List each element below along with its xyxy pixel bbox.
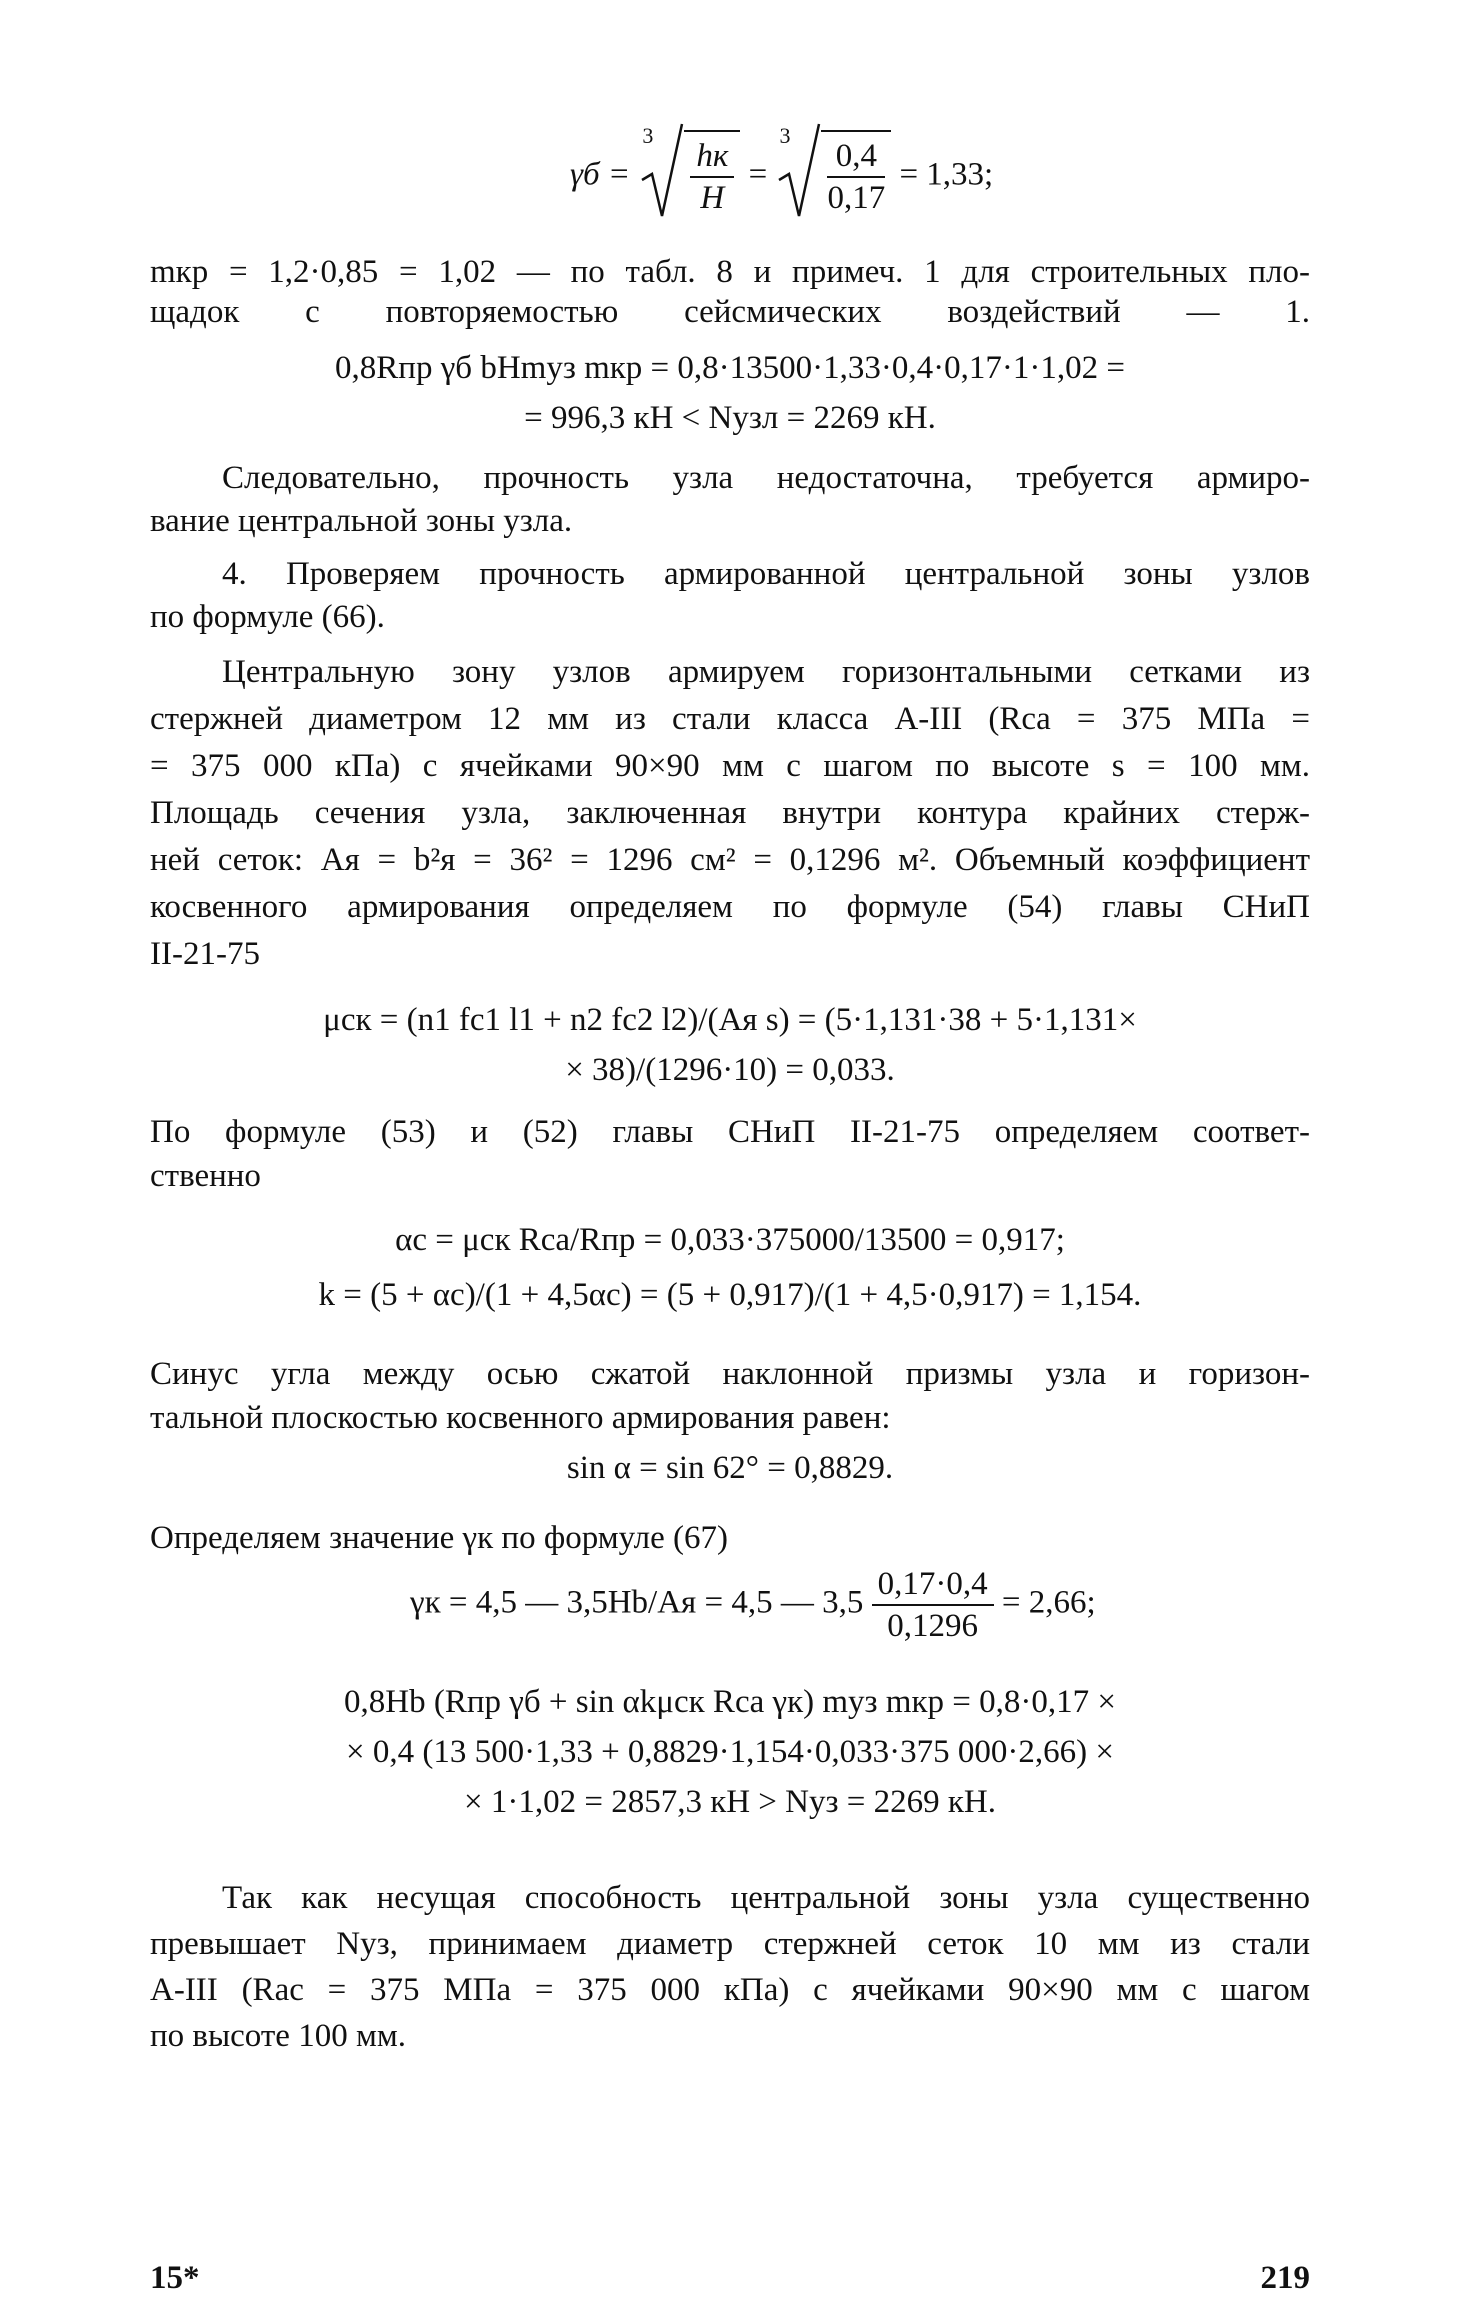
formula-lhs: γб = [570, 156, 631, 193]
equals-sign: = [748, 156, 768, 193]
text-line: mкр = 1,2·0,85 = 1,02 — по табл. 8 и примеч. 1 для строительных пло- [150, 254, 1310, 290]
fraction-numerator: hк [690, 136, 734, 178]
equation-line: sin α = sin 62° = 0,8829. [566, 1450, 894, 1486]
text-line: щадок с повторяемостью сейсмических воздействий — 1. [150, 294, 1310, 330]
equation-line: = 996,3 кН < Nузл = 2269 кН. [524, 400, 936, 436]
paragraph-line: тальной плоскостью косвенного армирования равен: [150, 1400, 891, 1436]
equation-line: μск = (n1 fc1 l1 + n2 fc2 l2)/(Aя s) = (5·1,131·38 + 5·1,131× [323, 1002, 1137, 1038]
formula-result: = 1,33; [899, 156, 994, 193]
radical-sign-icon [638, 122, 684, 218]
paragraph-line: ней сеток: Aя = b²я = 36² = 1296 см² = 0,1296 м². Объемный коэффициент [150, 842, 1310, 878]
root-index: 3 [779, 123, 791, 148]
paragraph-line: Синус угла между осью сжатой наклонной призмы узла и горизон- [150, 1356, 1310, 1392]
fraction-denominator: 0,1296 [887, 1608, 978, 1644]
formula-lhs: γк = 4,5 — 3,5Hb/Aя = 4,5 — 3,5 [410, 1584, 864, 1621]
cube-root-2 [775, 123, 891, 218]
equation-line: k = (5 + αс)/(1 + 4,5αс) = (5 + 0,917)/(1 + 4,5·0,917) = 1,154. [318, 1277, 1142, 1313]
cube-root-1 [638, 123, 740, 218]
equation-line: × 0,4 (13 500·1,33 + 0,8829·1,154·0,033·375 000·2,66) × [345, 1734, 1114, 1770]
paragraph-line: II-21-75 [150, 936, 260, 972]
equation-line: αс = μск Rсa/Rпр = 0,033·375000/13500 = 0,917; [395, 1222, 1065, 1258]
equation-line: × 38)/(1296·10) = 0,033. [565, 1052, 895, 1088]
paragraph-line: Центральную зону узлов армируем горизонтальными сетками из [222, 654, 1310, 690]
formula-result: = 2,66; [1001, 1584, 1096, 1621]
paragraph-line: По формуле (53) и (52) главы СНиП II-21-75 определяем соответ- [150, 1114, 1310, 1150]
paragraph-line: вание центральной зоны узла. [150, 503, 573, 539]
equation-line: × 1·1,02 = 2857,3 кН > Nуз = 2269 кН. [463, 1784, 997, 1820]
equation-line: 0,8Hb (Rпр γб + sin αkμск Rсa γк) mуз mкр = 0,8·0,17 × [344, 1684, 1116, 1720]
formula-gamma-k [410, 1564, 1096, 1646]
paragraph-line: Площадь сечения узла, заключенная внутри контура крайних стерж- [150, 795, 1310, 831]
equation-line: 0,8Rпр γб bHmуз mкр = 0,8·13500·1,33·0,4·0,17·1·1,02 = [335, 350, 1125, 386]
root-index: 3 [642, 123, 654, 148]
paragraph-line: = 375 000 кПа) с ячейками 90×90 мм с шагом по высоте s = 100 мм. [150, 748, 1310, 784]
fraction-denominator: H [700, 180, 725, 216]
fraction-numerator: 0,17·0,4 [872, 1564, 994, 1606]
radical-sign-icon [775, 122, 821, 218]
paragraph-line: по высоте 100 мм. [150, 2018, 406, 2054]
paragraph-line: Следовательно, прочность узла недостаточна, требуется армиро- [222, 460, 1310, 496]
paragraph-line: косвенного армирования определяем по формуле (54) главы СНиП [150, 889, 1310, 925]
paragraph-line: А-III (Rас = 375 МПа = 375 000 кПа) с ячейками 90×90 мм с шагом [150, 1972, 1310, 2008]
paragraph-line: 4. Проверяем прочность армированной центральной зоны узлов [222, 556, 1310, 592]
signature-mark: 15* [150, 2260, 200, 2296]
paragraph-line: превышает Nуз, принимаем диаметр стержней сеток 10 мм из стали [150, 1926, 1310, 1962]
paragraph-line: стержней диаметром 12 мм из стали класса А-III (Rсa = 375 МПа = [150, 701, 1310, 737]
paragraph-line: ственно [150, 1158, 261, 1194]
paragraph-line: по формуле (66). [150, 599, 385, 635]
formula-gamma-b [570, 123, 994, 218]
fraction-denominator: 0,17 [827, 180, 886, 216]
page-number: 219 [1260, 2260, 1310, 2296]
fraction-numerator: 0,4 [827, 136, 885, 178]
paragraph-line: Так как несущая способность центральной зоны узла существенно [222, 1880, 1310, 1916]
paragraph-line: Определяем значение γк по формуле (67) [150, 1520, 728, 1556]
